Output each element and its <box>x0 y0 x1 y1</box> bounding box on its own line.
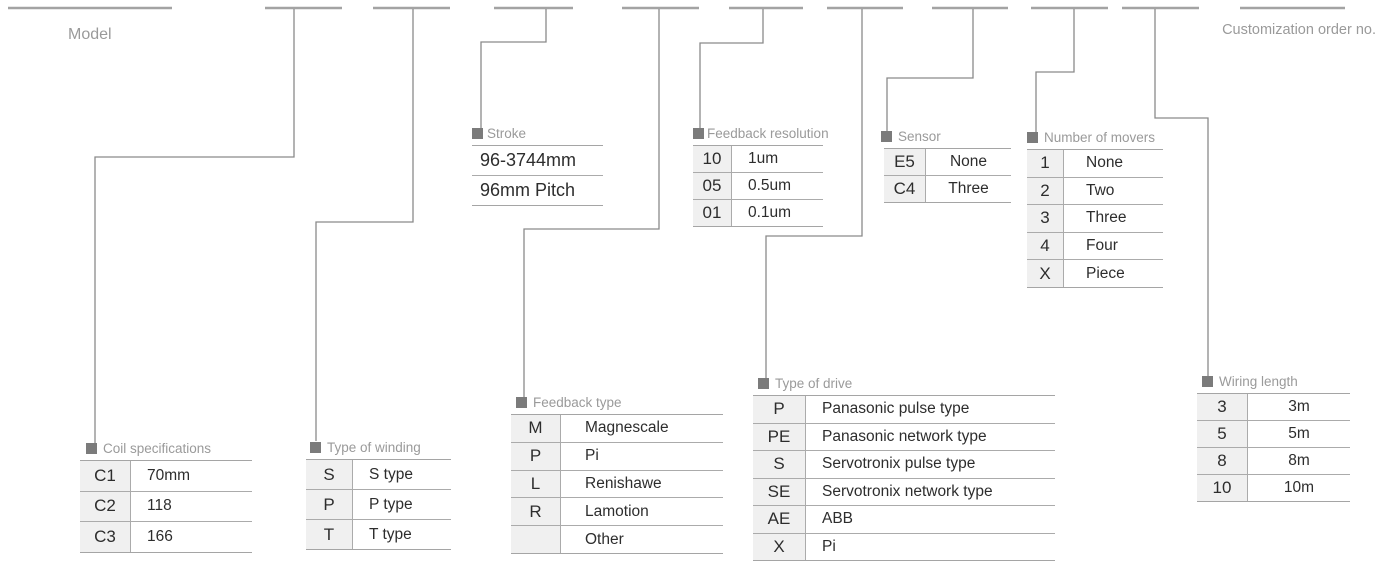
code-cell: S <box>306 460 353 489</box>
value-cell: Four <box>1086 237 1118 255</box>
table-row <box>1197 394 1350 420</box>
code-cell <box>511 526 561 553</box>
value-cell: 96mm Pitch <box>480 180 576 200</box>
table-row <box>1027 204 1163 232</box>
code-cell: C3 <box>80 522 131 552</box>
section-header <box>516 394 723 411</box>
section-title: Stroke <box>487 126 527 141</box>
section-header <box>86 440 252 457</box>
table-row <box>1027 259 1163 287</box>
code-cell: 10 <box>693 146 732 172</box>
section-title: Number of movers <box>1044 130 1156 145</box>
table-row <box>753 450 1055 478</box>
code-cell: E5 <box>884 149 926 175</box>
code-cell: 05 <box>693 173 732 199</box>
code-cell: R <box>511 498 561 525</box>
table-row <box>511 415 723 442</box>
section-header <box>1027 129 1163 146</box>
table-row <box>693 172 823 199</box>
table-row <box>80 461 252 491</box>
section-header <box>1202 373 1350 390</box>
code-cell: AE <box>753 506 806 533</box>
table-row <box>753 396 1055 423</box>
code-cell: S <box>753 451 806 478</box>
section-type-of-drive <box>753 375 1055 561</box>
section-header <box>310 439 451 456</box>
table-row <box>306 460 451 489</box>
table-row <box>511 442 723 470</box>
code-cell: L <box>511 471 561 498</box>
section-header <box>758 375 1055 392</box>
value-cell: Pi <box>585 447 599 465</box>
movers-table <box>1027 149 1163 288</box>
value-cell: Piece <box>1086 264 1125 282</box>
table-row <box>80 491 252 522</box>
connector-stroke <box>481 9 546 128</box>
code-cell: 10 <box>1197 475 1248 501</box>
section-title: Wiring length <box>1219 374 1298 389</box>
stroke-table <box>472 145 603 206</box>
value-cell: 0.1um <box>748 204 792 221</box>
value-cell: T type <box>369 525 412 543</box>
table-row <box>472 146 603 175</box>
table-row <box>511 470 723 498</box>
table-row <box>1197 420 1350 447</box>
code-cell: 8 <box>1197 448 1248 474</box>
wiring-table <box>1197 393 1350 502</box>
value-cell: 1um <box>748 150 779 167</box>
table-row <box>306 489 451 519</box>
value-cell: Servotronix pulse type <box>822 455 976 473</box>
value-cell: Panasonic pulse type <box>822 400 970 418</box>
value-cell: Renishawe <box>585 474 662 492</box>
code-cell: M <box>511 415 561 442</box>
value-cell: 8m <box>1288 452 1310 469</box>
table-row <box>884 149 1011 175</box>
bullet-square-icon <box>881 131 892 142</box>
value-cell: 10m <box>1283 479 1315 496</box>
coil-table <box>80 460 252 553</box>
connector-feedback-resolution <box>700 9 763 129</box>
bullet-square-icon <box>516 397 527 408</box>
code-cell: P <box>306 490 353 519</box>
feedback-resolution-table <box>693 145 823 227</box>
value-cell: Two <box>1086 181 1115 199</box>
connector-coil <box>95 9 294 443</box>
value-cell: P type <box>369 495 413 513</box>
code-cell: C2 <box>80 492 131 522</box>
table-row <box>753 533 1055 561</box>
value-cell: Pi <box>822 537 836 555</box>
bullet-square-icon <box>472 128 483 139</box>
table-row <box>753 478 1055 506</box>
table-row <box>1197 474 1350 501</box>
code-cell: X <box>753 534 806 561</box>
code-cell: C1 <box>80 461 131 491</box>
value-cell: Panasonic network type <box>822 427 987 445</box>
bullet-square-icon <box>693 128 704 139</box>
bullet-square-icon <box>1202 376 1213 387</box>
feedback-type-table <box>511 414 723 554</box>
value-cell: ABB <box>822 510 854 528</box>
section-header <box>472 125 603 142</box>
section-title: Feedback resolution <box>707 126 829 141</box>
value-cell: None <box>1086 154 1124 172</box>
value-cell: 166 <box>147 527 173 545</box>
section-wiring-length <box>1197 373 1350 502</box>
code-cell: 1 <box>1027 150 1064 177</box>
value-cell: 0.5um <box>748 177 792 194</box>
section-title: Coil specifications <box>103 441 212 456</box>
bullet-square-icon <box>310 442 321 453</box>
code-cell: X <box>1027 260 1064 287</box>
value-cell: S type <box>369 465 413 483</box>
section-stroke <box>472 125 603 206</box>
value-cell: 118 <box>147 497 172 515</box>
winding-table <box>306 459 451 550</box>
section-type-of-winding <box>306 439 451 550</box>
table-row <box>1027 177 1163 205</box>
code-cell: C4 <box>884 176 926 202</box>
value-cell: Three <box>1086 209 1127 227</box>
table-row <box>753 505 1055 533</box>
value-cell: Magnescale <box>585 419 669 437</box>
value-cell: Other <box>585 530 624 548</box>
code-cell: 4 <box>1027 233 1064 260</box>
section-feedback-type <box>511 394 723 554</box>
value-cell: Lamotion <box>585 502 649 520</box>
table-row <box>306 519 451 549</box>
value-cell: Three <box>948 180 989 197</box>
bullet-square-icon <box>758 378 769 389</box>
code-cell: PE <box>753 424 806 451</box>
code-cell: T <box>306 520 353 549</box>
bullet-square-icon <box>1027 132 1038 143</box>
table-row <box>511 497 723 525</box>
section-title: Sensor <box>898 129 941 144</box>
code-cell: P <box>511 443 561 470</box>
table-row <box>472 175 603 205</box>
code-cell: SE <box>753 479 806 506</box>
section-sensor <box>884 128 1011 203</box>
table-row <box>1197 447 1350 474</box>
table-row <box>1027 232 1163 260</box>
code-cell: 5 <box>1197 421 1248 447</box>
code-cell: 2 <box>1027 178 1064 205</box>
customization-order-label: Customization order no. <box>1222 22 1376 38</box>
section-title: Type of winding <box>327 440 421 455</box>
table-row <box>753 423 1055 451</box>
model-label: Model <box>68 26 112 43</box>
section-title: Feedback type <box>533 395 622 410</box>
connector-movers <box>1036 9 1074 132</box>
section-header <box>693 125 829 142</box>
section-header <box>881 128 1011 145</box>
bullet-square-icon <box>86 443 97 454</box>
value-cell: None <box>949 153 988 170</box>
section-coil-specifications <box>80 440 252 553</box>
table-row <box>1027 150 1163 177</box>
value-cell: 96-3744mm <box>480 150 577 170</box>
value-cell: 3m <box>1288 398 1310 415</box>
section-title: Type of drive <box>775 376 853 391</box>
value-cell: 70mm <box>147 466 191 484</box>
table-row <box>884 175 1011 202</box>
connector-sensor <box>887 9 973 131</box>
section-number-of-movers <box>1027 129 1163 288</box>
sensor-table <box>884 148 1011 203</box>
code-cell: 3 <box>1027 205 1064 232</box>
code-cell: 3 <box>1197 394 1248 420</box>
table-row <box>693 199 823 226</box>
table-row <box>80 521 252 552</box>
value-cell: Servotronix network type <box>822 482 993 500</box>
drive-table <box>753 395 1055 561</box>
code-cell: P <box>753 396 806 423</box>
value-cell: 5m <box>1288 425 1310 442</box>
code-cell: 01 <box>693 200 732 226</box>
table-row <box>511 525 723 553</box>
connector-winding <box>316 9 413 441</box>
section-feedback-resolution <box>693 125 829 227</box>
table-row <box>693 146 823 172</box>
